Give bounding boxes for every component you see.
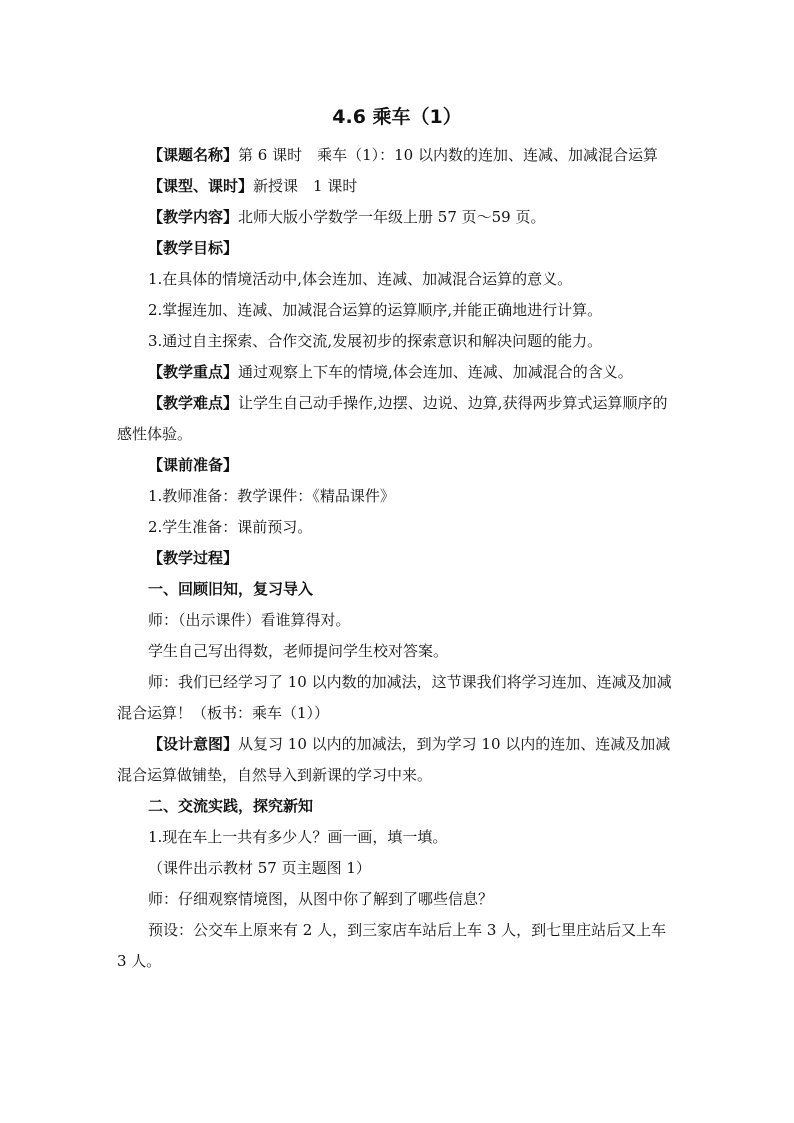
preparation-item: 1.教师准备：教学课件：《精品课件》 (148, 487, 395, 505)
objective-item: 2.掌握连加、连减、加减混合运算的运算顺序,并能正确地进行计算。 (148, 301, 603, 319)
process-heading (117, 543, 677, 574)
key-point-line (117, 357, 677, 388)
content-label: 【教学内容】 (148, 208, 239, 226)
preparation-heading (117, 450, 677, 481)
section-heading: 二、交流实践，探究新知 (148, 797, 314, 815)
section-heading: 一、回顾旧知，复习导入 (148, 580, 314, 598)
document-title: 4.6 乘车（1） (332, 106, 462, 128)
content-text: 北师大版小学数学一年级上册 57 页～59 页。 (238, 208, 546, 226)
lesson-name-text: 第 6 课时 乘车（1）：10 以内数的连加、连减、加减混合运算 (238, 146, 658, 164)
objectives-label: 【教学目标】 (148, 239, 239, 257)
paragraph: 师：（出示课件）看谁算得对。 (148, 611, 351, 629)
lesson-type-text: 新授课 1 课时 (253, 177, 358, 195)
difficulty-label: 【教学难点】 (148, 394, 239, 412)
objective-item: 1.在具体的情境活动中,体会连加、连减、加减混合运算的意义。 (148, 270, 573, 288)
objective-item: 3.通过自主探索、合作交流,发展初步的探索意识和解决问题的能力。 (148, 332, 603, 350)
paragraph: 师：仔细观察情境图，从图中你了解到了哪些信息？ (148, 890, 494, 908)
lesson-name-line (117, 140, 677, 171)
paragraph: 预设：公交车上原来有 2 人，到三家店车站后上车 3 人，到七里庄站后又上车 3 人。 (117, 921, 667, 970)
design-intent-line (117, 729, 677, 791)
design-intent-label: 【设计意图】 (148, 735, 239, 753)
key-point-label: 【教学重点】 (148, 363, 239, 381)
lesson-type-line (117, 171, 677, 202)
paragraph: （课件出示教材 57 页主题图 1） (148, 859, 371, 877)
objectives-heading (117, 233, 677, 264)
preparation-label: 【课前准备】 (148, 456, 239, 474)
paragraph: 师：我们已经学习了 10 以内数的加减法，这节课我们将学习连加、连减及加减混合运算！（板书：乘车（1）） (117, 673, 672, 722)
difficulty-text: 让学生自己动手操作,边摆、边说、边算,获得两步算式运算顺序的感性体验。 (117, 394, 668, 443)
difficulty-line (117, 388, 677, 450)
preparation-item: 2.学生准备：课前预习。 (148, 518, 313, 536)
process-label: 【教学过程】 (148, 549, 239, 567)
key-point-text: 通过观察上下车的情境,体会连加、连减、加减混合的含义。 (238, 363, 633, 381)
content-line (117, 202, 677, 233)
lesson-name-label: 【课题名称】 (148, 146, 239, 164)
paragraph: 学生自己写出得数，老师提问学生校对答案。 (148, 642, 449, 660)
design-intent-text: 从复习 10 以内的加减法，到为学习 10 以内的连加、连减及加减混合运算做铺垫，自然导入到新课的学习中来。 (117, 735, 671, 784)
document-body (117, 140, 677, 977)
paragraph: 1.现在车上一共有多少人？画一画，填一填。 (148, 828, 448, 846)
lesson-type-label: 【课型、课时】 (148, 177, 254, 195)
